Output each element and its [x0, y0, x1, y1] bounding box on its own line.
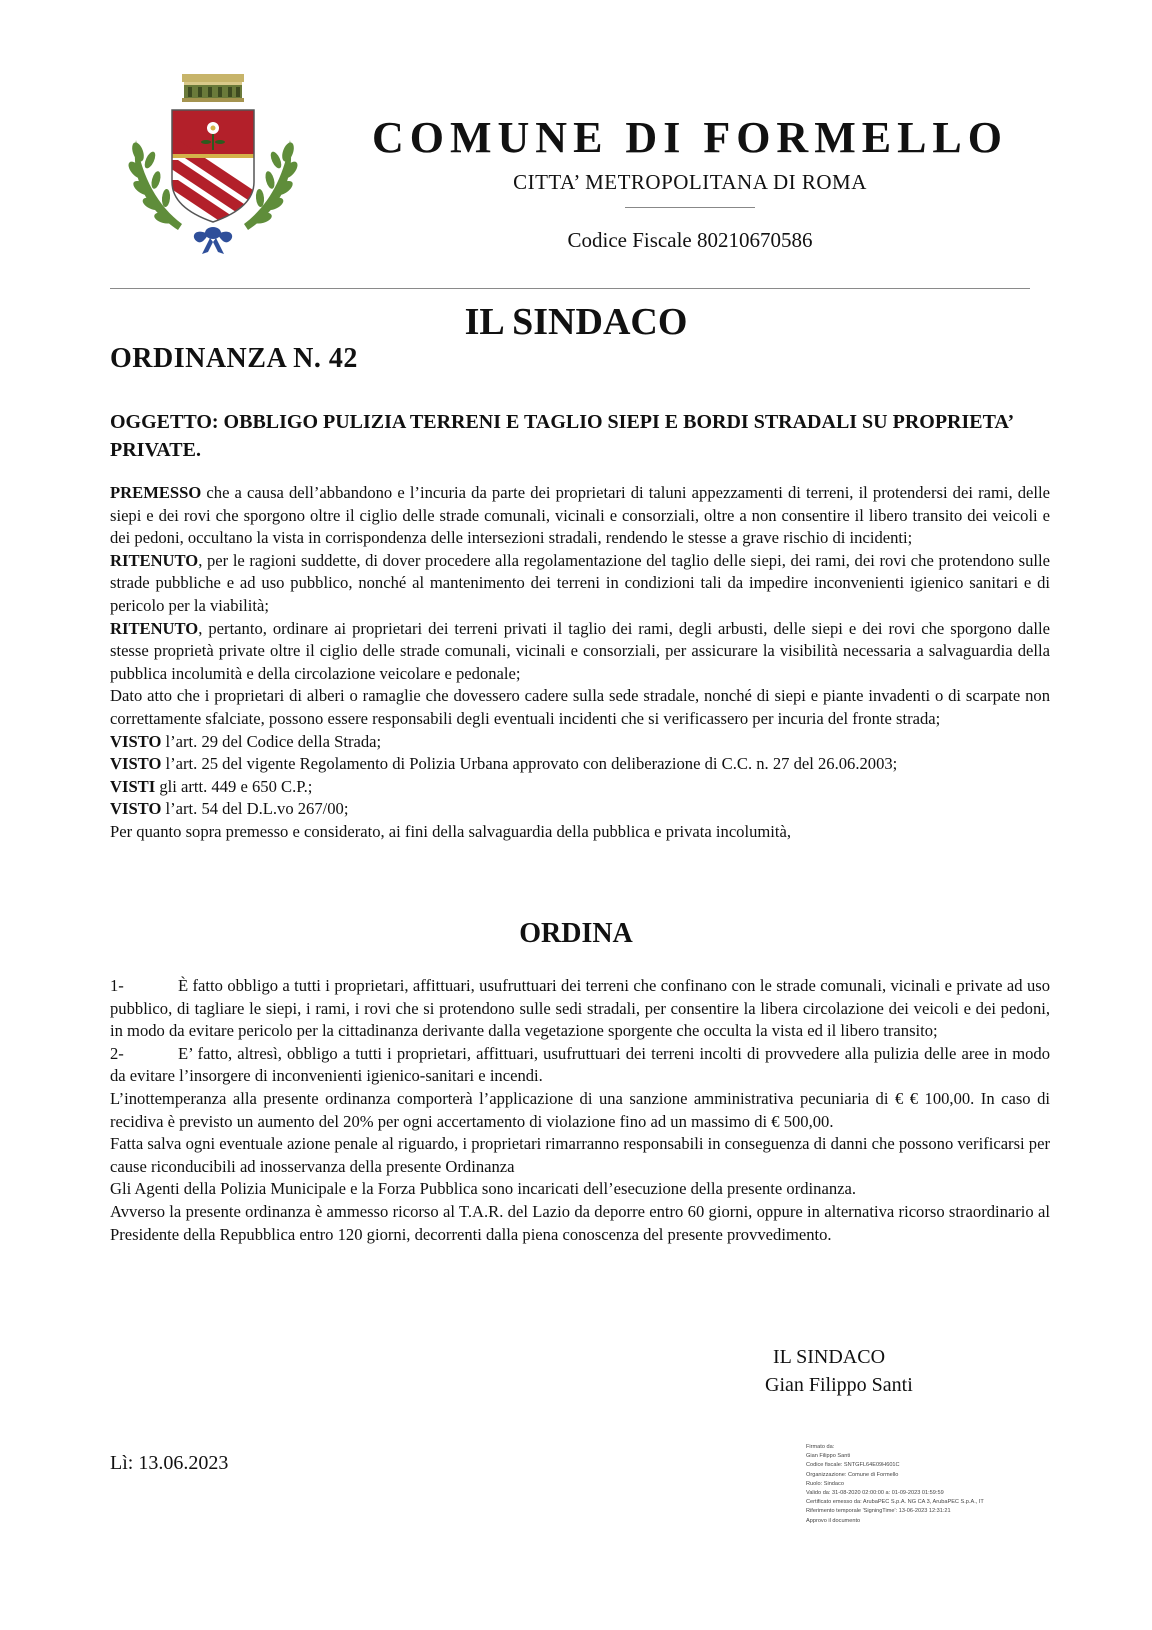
premessa-text: Per quanto sopra premesso e considerato, ai fini della salvaguardia della pubblica e privata incolumità, — [110, 821, 792, 841]
header-block — [330, 112, 1050, 253]
ordina-paragraph — [110, 1043, 1050, 1088]
digital-signature-line: Codice fiscale: SNTGFL64E09H601C — [806, 1462, 900, 1469]
digital-signature-line: Organizzazione: Comune di Formello — [806, 1471, 899, 1478]
premessa-paragraph — [110, 753, 1050, 776]
digital-signature-stamp — [806, 1443, 1006, 1526]
premessa-text: gli artt. 449 e 650 C.P.; — [155, 776, 313, 796]
premessa-text: , pertanto, ordinare ai proprietari dei terreni privati il taglio dei rami, degli arbusti, delle siepi e dei rovi che sporgono dalle stesse proprietà private oltre il ciglio delle strade comunali, vicinali e consorziali, per assicurare la visibilità necessaria a salvaguardia della pubblica incolumità e della circolazione veicolare e pedonale; — [110, 618, 1050, 683]
page-title: IL SINDACO — [464, 301, 688, 343]
premessa-paragraph — [110, 731, 1050, 754]
premessa-keyword: PREMESSO — [110, 483, 202, 502]
premessa-keyword: VISTO — [110, 799, 162, 819]
digital-signature-line: Valido da: 31-08-2020 02:00:00 a: 01-09-2023 01:59:59 — [806, 1490, 944, 1497]
premessa-keyword: VISTO — [110, 731, 162, 751]
document-date: Lì: 13.06.2023 — [110, 1452, 229, 1474]
ordinanza-number: ORDINANZA N. 42 — [110, 343, 358, 374]
ordina-text: È fatto obbligo a tutti i proprietari, affittuari, usufruttuari dei terreni che confinano con le strade comunali, vicinali e private ad uso pubblico, di tagliare le siepi, i rami, i rovi che si protendono sulle sedi stradali, per consentire la libera circolazione dei veicoli e dei pedoni, in modo da evitare pericolo per la cittadinanza derivante dalla vegetazione sporgente che occulta la vista ed il libero transito; — [110, 976, 1050, 1041]
premessa-paragraph — [110, 798, 1050, 821]
premessa-text: che a causa dell’abbandono e l’incuria da parte dei proprietari di taluni appezzamenti di terreni, il protendersi dei rami, delle siepi e dei rovi che sporgono oltre il ciglio delle strade comunali, vicinali e consorziali, oltre a non consentire il libero transito dei veicoli e dei pedoni, occultano la vista in corrispondenza delle intersezioni stradali, rendendo le stesse a grave rischio di incidenti; — [110, 483, 1050, 548]
ordina-paragraph — [110, 1088, 1050, 1133]
premessa-paragraph — [110, 821, 1050, 844]
header-divider — [625, 207, 755, 208]
digital-signature-line: Certificato emesso da: ArubaPEC S.p.A. NG CA 3, ArubaPEC S.p.A., IT — [806, 1499, 984, 1506]
premessa-keyword: RITENUTO — [110, 550, 199, 570]
header-rule — [110, 288, 1030, 289]
ordina-text: Fatta salva ogni eventuale azione penale al riguardo, i proprietari rimarranno responsabili in conseguenza di danni che possono verificarsi per cause riconducibili ad inosservanza della presente Ordinanza — [110, 1134, 1050, 1176]
ordina-block — [110, 975, 1050, 1246]
premessa-keyword: VISTI — [110, 776, 156, 796]
premessa-keyword: VISTO — [110, 754, 162, 774]
ordina-item-number: 1- — [110, 976, 124, 995]
premessa-text: l’art. 54 del D.L.vo 267/00; — [161, 799, 349, 819]
ordina-title: ORDINA — [519, 918, 633, 949]
premessa-text: Dato atto che i proprietari di alberi o ramaglie che dovessero cadere sulla sede stradale, nonché di siepi e piante invadenti o di scarpate non correttamente sfalciate, possono essere responsabili degli eventuali incidenti che si verificassero per incuria del fronte strada; — [110, 686, 1050, 728]
ordina-text: Avverso la presente ordinanza è ammesso ricorso al T.A.R. del Lazio da deporre entro 60 giorni, oppure in alternativa ricorso straordinario al Presidente della Repubblica entro 120 giorni, decorrenti dalla piena conoscenza del presente provvedimento. — [110, 1201, 1050, 1244]
digital-signature-line: Gian Filippo Santi — [806, 1453, 851, 1460]
signature-block — [765, 1343, 913, 1399]
premessa-text: l’art. 29 del Codice della Strada; — [161, 731, 382, 751]
signature-name: Gian Filippo Santi — [765, 1374, 913, 1396]
citta-metropolitana: CITTA’ METROPOLITANA DI ROMA — [513, 170, 867, 194]
premessa-paragraph — [110, 776, 1050, 799]
comune-title: COMUNE DI FORMELLO — [372, 113, 1008, 162]
ordina-paragraph — [110, 1178, 1050, 1201]
ribbon-icon — [194, 227, 232, 254]
digital-signature-line: Ruolo: Sindaco — [806, 1480, 844, 1487]
premessa-paragraph — [110, 618, 1050, 686]
codice-fiscale: Codice Fiscale 80210670586 — [567, 228, 813, 252]
ordina-paragraph — [110, 1201, 1050, 1246]
premesse-block — [110, 482, 1050, 844]
ordina-text: E’ fatto, altresì, obbligo a tutti i proprietari, affittuari, usufruttuari dei terreni incolti di provvedere alla pulizia delle aree in modo da evitare l’insorgere di inconvenienti igienico-sanitari e incendi. — [110, 1043, 1050, 1086]
ordina-item-number: 2- — [110, 1043, 124, 1063]
premessa-text: l’art. 25 del vigente Regolamento di Polizia Urbana approvato con deliberazione di C.C. n. 27 del 26.06.2003; — [161, 754, 898, 774]
oggetto: OGGETTO: OBBLIGO PULIZIA TERRENI E TAGLIO SIEPI E BORDI STRADALI SU PROPRIETA’ PRIVATE. — [110, 411, 1013, 461]
ordina-paragraph — [110, 1133, 1050, 1178]
digital-signature-line: Firmato da: — [806, 1444, 835, 1450]
premessa-keyword: RITENUTO — [110, 618, 199, 638]
coat-of-arms-icon — [118, 70, 308, 260]
premessa-paragraph — [110, 685, 1050, 730]
premessa-text: , per le ragioni suddette, di dover procedere alla regolamentazione del taglio delle siepi, dei rami, dei rovi che protendono sulle strade pubbliche e ad uso pubblico, nonché al mantenimento dei terreni in condizioni tali da impedire inconvenienti igienico sanitari e di pericolo per la viabilità; — [110, 550, 1050, 615]
signature-role: IL SINDACO — [773, 1346, 886, 1368]
digital-signature-line: Riferimento temporale 'SigningTime': 13-06-2023 12:31:21 — [806, 1508, 951, 1515]
ordina-text: L’inottemperanza alla presente ordinanza comporterà l’applicazione di una sanzione amministrativa pecuniaria di € € 100,00. In caso di recidiva è previsto un aumento del 20% per ogni accertamento di violazione fino ad un massimo di € 500,00. — [110, 1088, 1050, 1131]
ordina-paragraph — [110, 975, 1050, 1043]
digital-signature-line: Approvo il documento — [806, 1517, 861, 1524]
premessa-paragraph — [110, 550, 1050, 618]
crown-icon — [182, 74, 244, 102]
premessa-paragraph — [110, 482, 1050, 550]
ordina-text: Gli Agenti della Polizia Municipale e la Forza Pubblica sono incaricati dell’esecuzione della presente ordinanza. — [110, 1179, 856, 1199]
